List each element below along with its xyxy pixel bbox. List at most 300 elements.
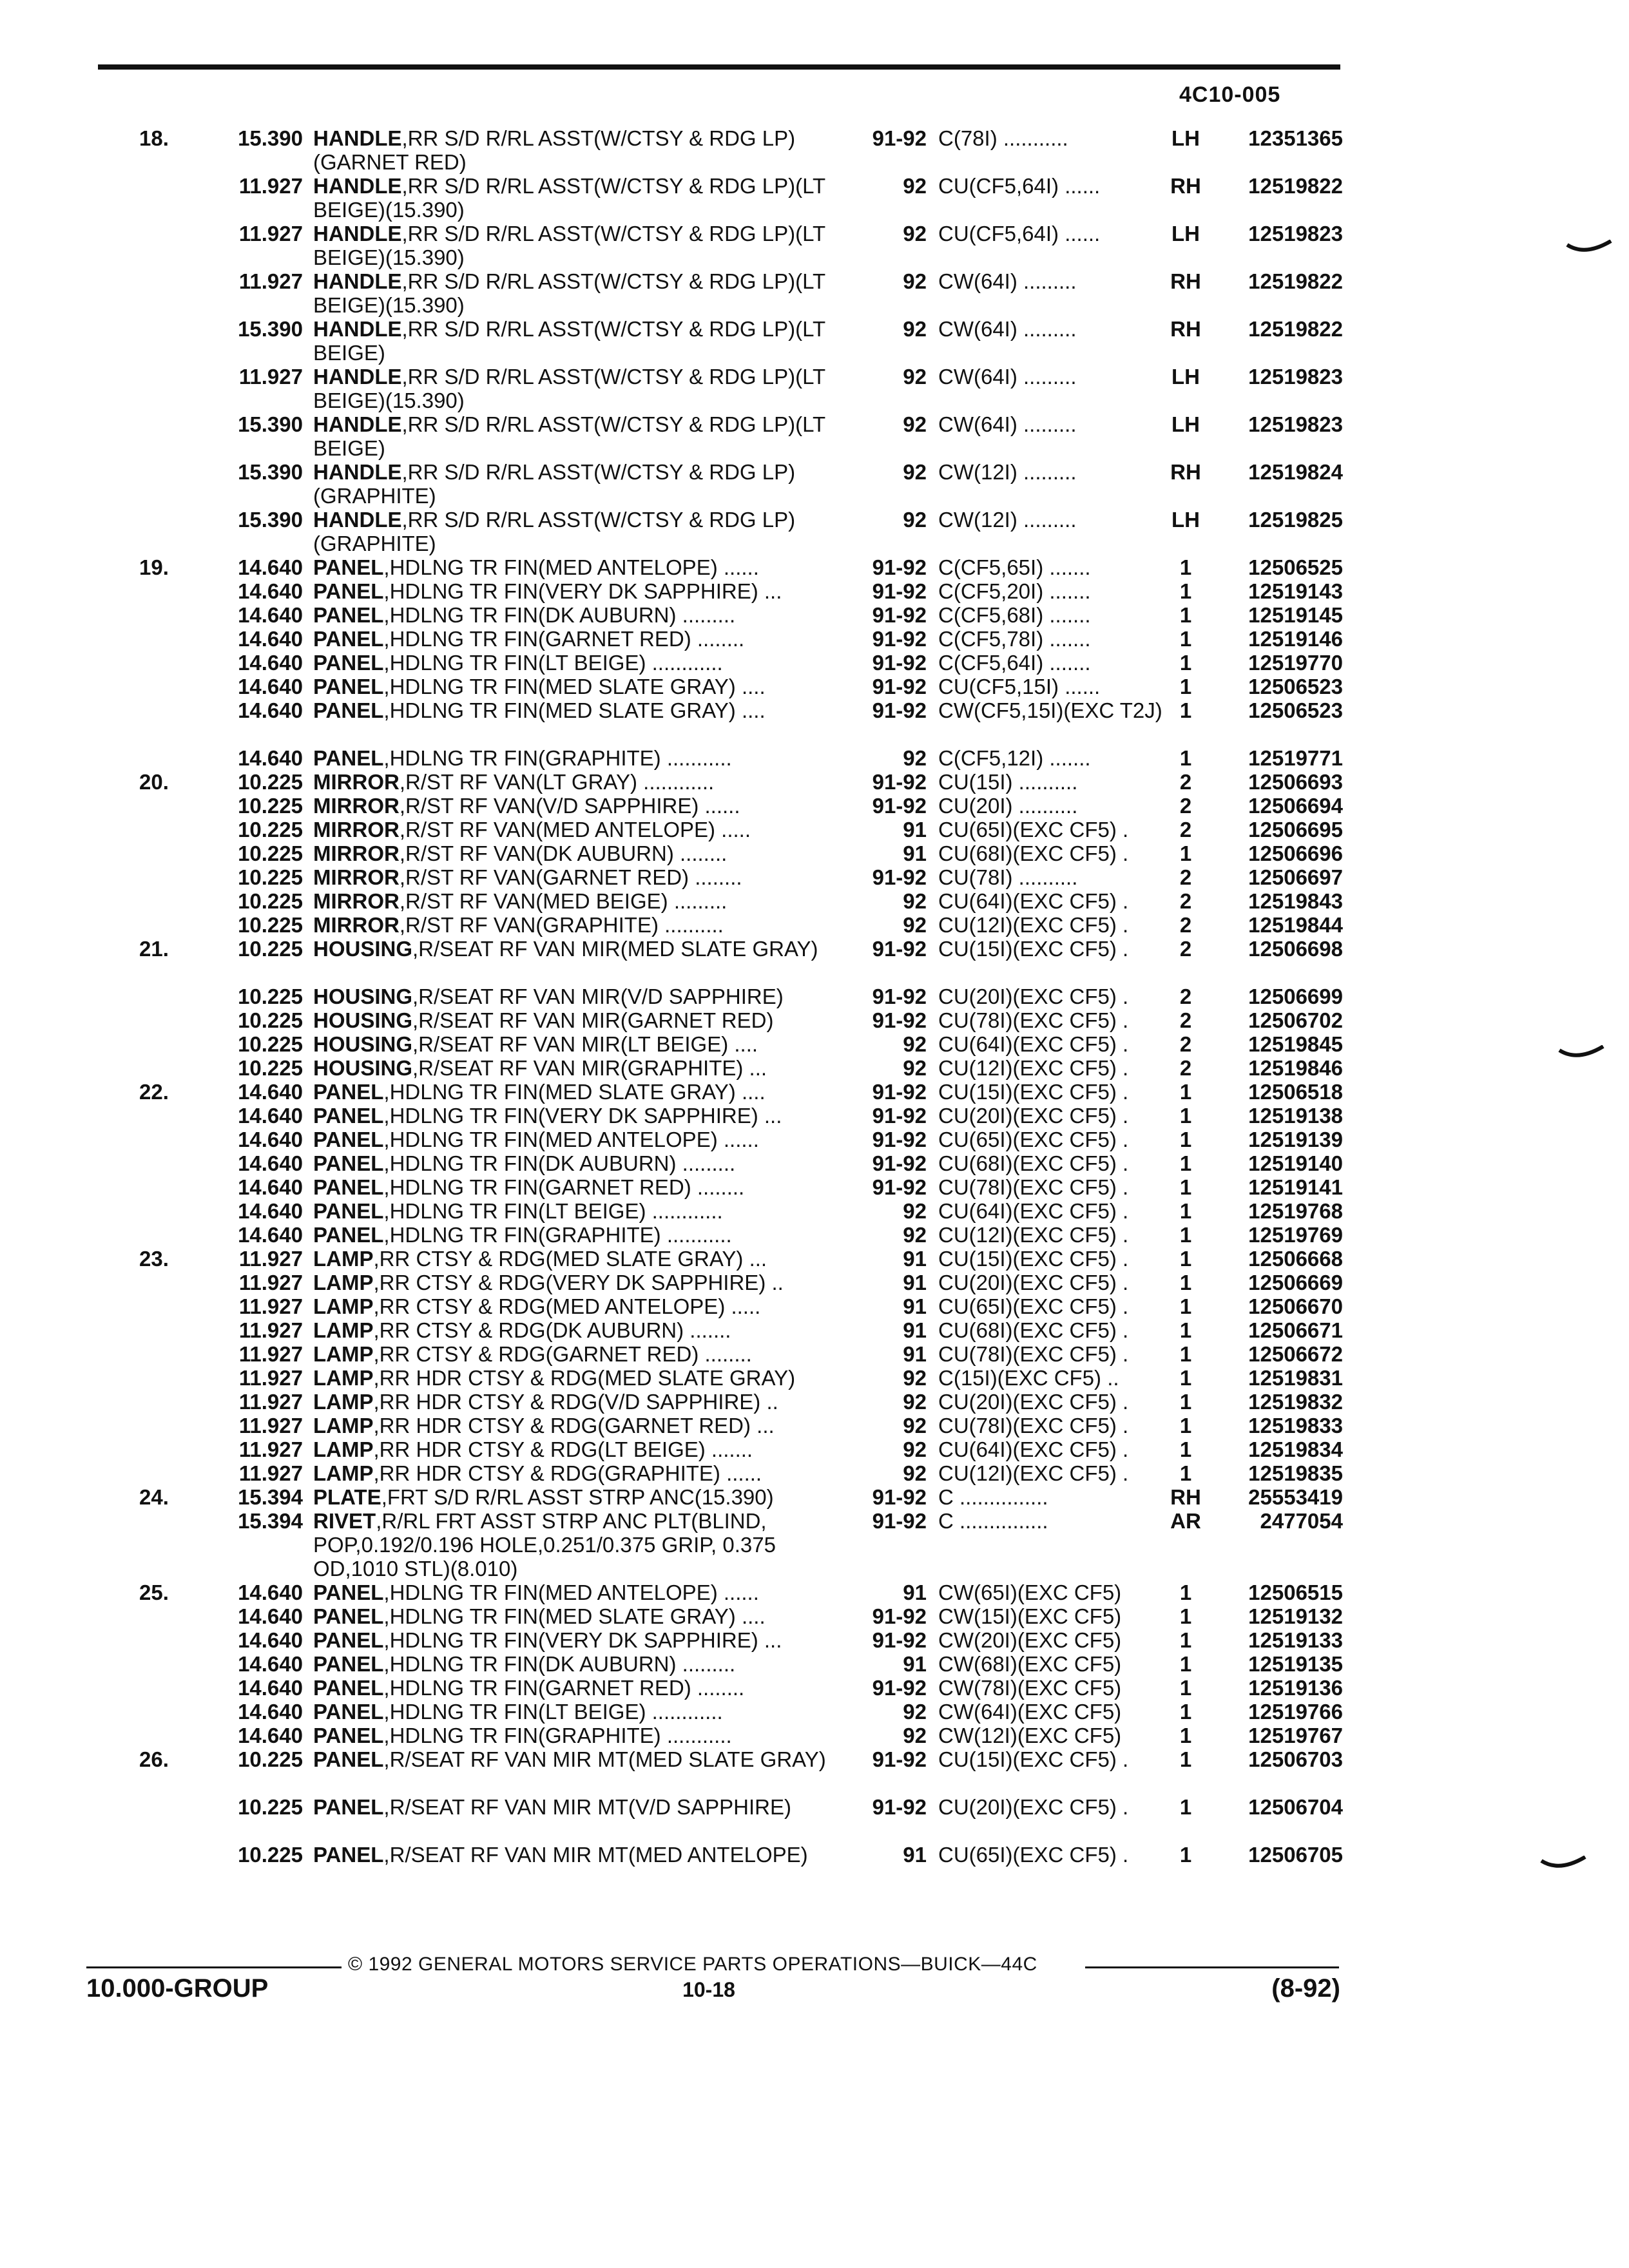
part-detail: ,RR CTSY & RDG(VERY DK SAPPHIRE) .. [373, 1271, 784, 1294]
part-name: PANEL [313, 1747, 384, 1771]
part-name: PANEL [313, 1581, 384, 1604]
model-years: 92 [903, 365, 927, 389]
part-name: LAMP [313, 1437, 374, 1461]
usage-code: CU(CF5,64I) ...... [938, 174, 1101, 198]
usage-code: CU(65I)(EXC CF5) . [938, 1294, 1129, 1318]
part-number: 12506670 [1248, 1294, 1343, 1318]
catalog-number: 14.640 [238, 1175, 303, 1199]
part-number: 12519132 [1248, 1604, 1343, 1628]
catalog-number: 15.394 [238, 1485, 303, 1509]
parts-row [0, 651, 1629, 675]
catalog-number: 15.390 [238, 317, 303, 341]
part-detail: ,R/ST RF VAN(MED ANTELOPE) ..... [399, 818, 751, 841]
usage-code: CW(64I) ......... [938, 317, 1077, 341]
catalog-number: 10.225 [238, 770, 303, 794]
part-number: 12506699 [1248, 985, 1343, 1008]
usage-code: CW(12I) ......... [938, 508, 1077, 532]
usage-code: CW(65I)(EXC CF5) [938, 1581, 1122, 1604]
part-name: LAMP [313, 1318, 374, 1342]
model-years: 92 [903, 412, 927, 436]
part-number: 12519845 [1248, 1032, 1343, 1056]
part-name: PANEL [313, 555, 384, 579]
catalog-number: 15.394 [238, 1509, 303, 1533]
parts-row [0, 1151, 1629, 1175]
parts-row [0, 1008, 1629, 1032]
part-name: PANEL [313, 1843, 384, 1867]
part-description [313, 1247, 842, 1271]
catalog-number: 14.640 [238, 1581, 303, 1604]
quantity: 2 [1179, 1008, 1192, 1032]
part-description [313, 651, 842, 675]
top-rule [98, 64, 1340, 70]
part-name: PANEL [313, 1604, 384, 1628]
quantity: LH [1171, 222, 1200, 245]
part-name: HANDLE [313, 412, 402, 436]
part-name: PANEL [313, 1128, 384, 1151]
model-years: 92 [903, 1414, 927, 1437]
quantity: RH [1170, 317, 1201, 341]
part-detail: ,RR CTSY & RDG(MED ANTELOPE) ..... [373, 1294, 761, 1318]
quantity: 1 [1179, 1414, 1192, 1437]
usage-code: CW(20I)(EXC CF5) [938, 1628, 1122, 1652]
catalog-number: 14.640 [238, 1724, 303, 1747]
usage-code: CU(20I)(EXC CF5) . [938, 1390, 1129, 1414]
usage-code: C(CF5,65I) ....... [938, 555, 1091, 579]
parts-row [0, 174, 1629, 222]
part-description [313, 1724, 842, 1747]
part-number: 12519823 [1248, 365, 1343, 389]
part-name: LAMP [313, 1294, 374, 1318]
part-description [313, 126, 842, 174]
model-years: 91-92 [872, 1509, 927, 1533]
part-description [313, 913, 842, 937]
item-number: 22. [139, 1080, 169, 1104]
parts-row [0, 1104, 1629, 1128]
parts-row [0, 1795, 1629, 1843]
model-years: 91-92 [872, 985, 927, 1008]
quantity: 1 [1179, 1175, 1192, 1199]
part-detail: ,HDLNG TR FIN(MED ANTELOPE) ...... [383, 1581, 759, 1604]
part-name: PANEL [313, 1199, 384, 1223]
part-detail: ,RR S/D R/RL ASST(W/CTSY & RDG LP)(LT BEIGE)(15.390) [313, 222, 825, 269]
quantity: 1 [1179, 579, 1192, 603]
part-number: 12506518 [1248, 1080, 1343, 1104]
part-name: PANEL [313, 698, 384, 722]
part-name: PANEL [313, 1223, 384, 1247]
part-detail: ,RR HDR CTSY & RDG(GRAPHITE) ...... [373, 1461, 762, 1485]
part-name: HANDLE [313, 269, 402, 293]
part-number: 12519834 [1248, 1437, 1343, 1461]
parts-row [0, 1700, 1629, 1724]
quantity: 1 [1179, 1271, 1192, 1294]
part-detail: ,RR S/D R/RL ASST(W/CTSY & RDG LP)(GARNET RED) [313, 126, 796, 174]
catalog-number: 14.640 [238, 1151, 303, 1175]
part-description [313, 746, 842, 770]
catalog-number: 14.640 [238, 579, 303, 603]
parts-row [0, 1509, 1629, 1581]
footer-rule [1085, 1966, 1339, 1968]
catalog-number: 14.640 [238, 1080, 303, 1104]
catalog-number: 11.927 [238, 1247, 303, 1271]
part-detail: ,HDLNG TR FIN(LT BEIGE) ............ [383, 651, 723, 675]
part-name: LAMP [313, 1271, 374, 1294]
part-name: PLATE [313, 1485, 381, 1509]
part-name: PANEL [313, 579, 384, 603]
catalog-number: 11.927 [238, 1342, 303, 1366]
part-name: PANEL [313, 603, 384, 627]
parts-row [0, 1271, 1629, 1294]
catalog-number: 15.390 [238, 126, 303, 150]
part-number: 12519769 [1248, 1223, 1343, 1247]
catalog-number: 10.225 [238, 1747, 303, 1771]
quantity: 1 [1179, 1747, 1192, 1771]
part-number: 12506697 [1248, 865, 1343, 889]
quantity: 1 [1179, 1795, 1192, 1819]
quantity: 1 [1179, 1366, 1192, 1390]
part-name: LAMP [313, 1342, 374, 1366]
usage-code: CU(64I)(EXC CF5) . [938, 889, 1129, 913]
catalog-number: 15.390 [238, 412, 303, 436]
model-years: 91-92 [872, 1151, 927, 1175]
part-description [313, 508, 842, 555]
part-detail: ,R/ST RF VAN(GRAPHITE) .......... [399, 913, 724, 937]
catalog-number: 11.927 [238, 1294, 303, 1318]
part-name: MIRROR [313, 818, 400, 841]
quantity: 1 [1179, 1628, 1192, 1652]
part-number: 12506698 [1248, 937, 1343, 961]
part-description [313, 174, 842, 222]
item-number: 26. [139, 1747, 169, 1771]
part-detail: ,HDLNG TR FIN(GRAPHITE) ........... [383, 1724, 732, 1747]
parts-row [0, 913, 1629, 937]
part-name: PANEL [313, 1104, 384, 1128]
model-years: 91-92 [872, 603, 927, 627]
part-name: PANEL [313, 1151, 384, 1175]
quantity: LH [1171, 126, 1200, 150]
part-detail: ,RR S/D R/RL ASST(W/CTSY & RDG LP)(LT BEIGE)(15.390) [313, 365, 825, 412]
catalog-number: 14.640 [238, 746, 303, 770]
model-years: 91-92 [872, 555, 927, 579]
part-number: 12519136 [1248, 1676, 1343, 1700]
catalog-number: 14.640 [238, 1700, 303, 1724]
part-detail: ,R/RL FRT ASST STRP ANC PLT(BLIND, POP,0.192/0.196 HOLE,0.251/0.375 GRIP, 0.375 OD,1010 STL)(8.010) [313, 1509, 776, 1581]
parts-row [0, 1223, 1629, 1247]
usage-code: CU(68I)(EXC CF5) . [938, 1151, 1129, 1175]
part-description [313, 1056, 842, 1080]
parts-row [0, 1843, 1629, 1890]
catalog-number: 10.225 [238, 937, 303, 961]
part-description [313, 1104, 842, 1128]
parts-row [0, 365, 1629, 412]
part-name: PANEL [313, 1676, 384, 1700]
catalog-number: 15.390 [238, 508, 303, 532]
part-number: 12351365 [1248, 126, 1343, 150]
parts-row [0, 1342, 1629, 1366]
usage-code: C(CF5,68I) ....... [938, 603, 1091, 627]
catalog-number: 11.927 [238, 1366, 303, 1390]
catalog-number: 10.225 [238, 889, 303, 913]
part-number: 12506671 [1248, 1318, 1343, 1342]
quantity: 2 [1179, 913, 1192, 937]
model-years: 92 [903, 460, 927, 484]
catalog-number: 10.225 [238, 985, 303, 1008]
quantity: 1 [1179, 603, 1192, 627]
part-detail: ,HDLNG TR FIN(GARNET RED) ........ [383, 627, 745, 651]
usage-code: C(78I) ........... [938, 126, 1068, 150]
part-number: 12519133 [1248, 1628, 1343, 1652]
model-years: 92 [903, 1461, 927, 1485]
part-number: 12519833 [1248, 1414, 1343, 1437]
catalog-number: 10.225 [238, 1056, 303, 1080]
part-detail: ,HDLNG TR FIN(VERY DK SAPPHIRE) ... [383, 1628, 782, 1652]
part-detail: ,HDLNG TR FIN(GARNET RED) ........ [383, 1676, 745, 1700]
model-years: 91 [903, 1843, 927, 1867]
quantity: 2 [1179, 1032, 1192, 1056]
parts-row [0, 889, 1629, 913]
page-number: 10-18 [682, 1978, 735, 2001]
part-name: HANDLE [313, 317, 402, 341]
part-name: LAMP [313, 1366, 374, 1390]
parts-row [0, 1032, 1629, 1056]
catalog-number: 10.225 [238, 1008, 303, 1032]
quantity: 1 [1179, 627, 1192, 651]
usage-code: CW(64I) ......... [938, 269, 1077, 293]
part-detail: ,HDLNG TR FIN(LT BEIGE) ............ [383, 1199, 723, 1223]
parts-list [0, 126, 1629, 1890]
quantity: 2 [1179, 865, 1192, 889]
catalog-number: 11.927 [238, 222, 303, 245]
usage-code: CU(12I)(EXC CF5) . [938, 1461, 1129, 1485]
part-description [313, 1485, 842, 1509]
usage-code: CU(78I)(EXC CF5) . [938, 1175, 1129, 1199]
part-number: 12506696 [1248, 841, 1343, 865]
quantity: 1 [1179, 1843, 1192, 1867]
parts-row [0, 317, 1629, 365]
part-number: 12506694 [1248, 794, 1343, 818]
parts-row [0, 698, 1629, 746]
item-number: 25. [139, 1581, 169, 1604]
part-description [313, 1271, 842, 1294]
model-years: 91-92 [872, 126, 927, 150]
part-number: 12519135 [1248, 1652, 1343, 1676]
parts-row [0, 627, 1629, 651]
part-number: 12506704 [1248, 1795, 1343, 1819]
quantity: 1 [1179, 1700, 1192, 1724]
part-name: MIRROR [313, 865, 400, 889]
part-detail: ,R/SEAT RF VAN MIR(MED SLATE GRAY) [412, 937, 818, 961]
part-name: LAMP [313, 1247, 374, 1271]
model-years: 92 [903, 1700, 927, 1724]
part-name: PANEL [313, 1080, 384, 1104]
part-number: 12519771 [1248, 746, 1343, 770]
parts-row [0, 1199, 1629, 1223]
usage-code: CU(78I)(EXC CF5) . [938, 1342, 1129, 1366]
part-detail: ,RR CTSY & RDG(DK AUBURN) ....... [373, 1318, 731, 1342]
parts-row [0, 579, 1629, 603]
catalog-number: 14.640 [238, 603, 303, 627]
part-description [313, 1366, 842, 1390]
parts-row [0, 1080, 1629, 1104]
part-description [313, 1581, 842, 1604]
part-number: 12519824 [1248, 460, 1343, 484]
parts-row [0, 603, 1629, 627]
part-description [313, 985, 842, 1008]
part-detail: ,HDLNG TR FIN(VERY DK SAPPHIRE) ... [383, 579, 782, 603]
model-years: 91-92 [872, 1080, 927, 1104]
quantity: 1 [1179, 651, 1192, 675]
quantity: RH [1170, 1485, 1201, 1509]
part-description [313, 770, 842, 794]
model-years: 91 [903, 1247, 927, 1271]
part-name: PANEL [313, 1652, 384, 1676]
part-number: 12519140 [1248, 1151, 1343, 1175]
parts-row [0, 1128, 1629, 1151]
model-years: 91-92 [872, 651, 927, 675]
usage-code: CU(20I) .......... [938, 794, 1078, 818]
quantity: 1 [1179, 1461, 1192, 1485]
quantity: LH [1171, 508, 1200, 532]
part-name: PANEL [313, 746, 384, 770]
usage-code: CU(15I)(EXC CF5) . [938, 1747, 1129, 1771]
model-years: 91-92 [872, 937, 927, 961]
part-description [313, 222, 842, 269]
catalog-number: 14.640 [238, 1199, 303, 1223]
part-description [313, 1294, 842, 1318]
part-name: HOUSING [313, 1056, 413, 1080]
part-number: 12519770 [1248, 651, 1343, 675]
page-code: 4C10-005 [1179, 82, 1281, 107]
model-years: 92 [903, 174, 927, 198]
catalog-number: 10.225 [238, 794, 303, 818]
catalog-number: 14.640 [238, 698, 303, 722]
part-description [313, 1008, 842, 1032]
quantity: 1 [1179, 1223, 1192, 1247]
part-description [313, 1151, 842, 1175]
part-number: 12506705 [1248, 1843, 1343, 1867]
usage-code: CU(64I)(EXC CF5) . [938, 1032, 1129, 1056]
catalog-number: 11.927 [238, 174, 303, 198]
part-number: 12519822 [1248, 269, 1343, 293]
part-number: 12506523 [1248, 698, 1343, 722]
part-description [313, 1128, 842, 1151]
part-name: PANEL [313, 1795, 384, 1819]
quantity: 1 [1179, 1199, 1192, 1223]
parts-row [0, 1414, 1629, 1437]
quantity: 2 [1179, 937, 1192, 961]
usage-code: CW(CF5,15I)(EXC T2J) [938, 698, 1162, 722]
part-number: 12506695 [1248, 818, 1343, 841]
catalog-number: 14.640 [238, 1128, 303, 1151]
usage-code: C ............... [938, 1509, 1048, 1533]
part-number: 12519832 [1248, 1390, 1343, 1414]
catalog-number: 10.225 [238, 913, 303, 937]
usage-code: C ............... [938, 1485, 1048, 1509]
part-detail: ,HDLNG TR FIN(MED SLATE GRAY) .... [383, 698, 766, 722]
item-number: 20. [139, 770, 169, 794]
quantity: 1 [1179, 1128, 1192, 1151]
part-name: HANDLE [313, 174, 402, 198]
part-detail: ,HDLNG TR FIN(GARNET RED) ........ [383, 1175, 745, 1199]
usage-code: CW(64I) ......... [938, 365, 1077, 389]
parts-row [0, 1581, 1629, 1604]
catalog-number: 14.640 [238, 1604, 303, 1628]
usage-code: CU(15I)(EXC CF5) . [938, 1080, 1129, 1104]
part-number: 12519823 [1248, 222, 1343, 245]
part-detail: ,R/SEAT RF VAN MIR(V/D SAPPHIRE) [412, 985, 784, 1008]
part-detail: ,RR S/D R/RL ASST(W/CTSY & RDG LP)(LT BEIGE)(15.390) [313, 269, 825, 317]
part-detail: ,RR HDR CTSY & RDG(LT BEIGE) ....... [373, 1437, 753, 1461]
model-years: 91-92 [872, 1104, 927, 1128]
part-detail: ,RR S/D R/RL ASST(W/CTSY & RDG LP)(LT BEIGE)(15.390) [313, 174, 825, 222]
model-years: 91-92 [872, 1628, 927, 1652]
quantity: 1 [1179, 841, 1192, 865]
part-number: 12519835 [1248, 1461, 1343, 1485]
parts-row [0, 508, 1629, 555]
catalog-number: 11.927 [238, 1318, 303, 1342]
catalog-number: 14.640 [238, 1628, 303, 1652]
check-mark-icon [1540, 1856, 1586, 1875]
quantity: 1 [1179, 1104, 1192, 1128]
model-years: 91-92 [872, 579, 927, 603]
part-description [313, 603, 842, 627]
quantity: 1 [1179, 1604, 1192, 1628]
part-name: HANDLE [313, 508, 402, 532]
catalog-number: 14.640 [238, 675, 303, 698]
part-number: 12506672 [1248, 1342, 1343, 1366]
catalog-number: 11.927 [238, 1461, 303, 1485]
usage-code: CW(15I)(EXC CF5) [938, 1604, 1122, 1628]
quantity: 1 [1179, 675, 1192, 698]
part-detail: ,R/SEAT RF VAN MIR(GRAPHITE) ... [412, 1056, 767, 1080]
catalog-number: 11.927 [238, 1414, 303, 1437]
model-years: 91-92 [872, 698, 927, 722]
part-number: 12519823 [1248, 412, 1343, 436]
model-years: 92 [903, 1032, 927, 1056]
part-description [313, 937, 842, 961]
parts-row [0, 1676, 1629, 1700]
usage-code: CW(78I)(EXC CF5) [938, 1676, 1122, 1700]
quantity: 2 [1179, 818, 1192, 841]
model-years: 91 [903, 818, 927, 841]
part-detail: ,HDLNG TR FIN(VERY DK SAPPHIRE) ... [383, 1104, 782, 1128]
part-number: 12506702 [1248, 1008, 1343, 1032]
model-years: 92 [903, 1056, 927, 1080]
model-years: 92 [903, 222, 927, 245]
part-description [313, 1747, 842, 1771]
model-years: 91-92 [872, 794, 927, 818]
parts-row [0, 794, 1629, 818]
part-number: 12506668 [1248, 1247, 1343, 1271]
model-years: 91 [903, 1342, 927, 1366]
part-name: HANDLE [313, 365, 402, 389]
quantity: 1 [1179, 1247, 1192, 1271]
quantity: AR [1170, 1509, 1201, 1533]
parts-row [0, 1366, 1629, 1390]
model-years: 91 [903, 1318, 927, 1342]
part-description [313, 460, 842, 508]
model-years: 91-92 [872, 1747, 927, 1771]
part-number: 12519768 [1248, 1199, 1343, 1223]
parts-row [0, 841, 1629, 865]
parts-row [0, 1604, 1629, 1628]
part-detail: ,HDLNG TR FIN(GRAPHITE) ........... [383, 1223, 732, 1247]
part-description [313, 841, 842, 865]
catalog-number: 11.927 [238, 1271, 303, 1294]
part-number: 12506523 [1248, 675, 1343, 698]
quantity: 2 [1179, 889, 1192, 913]
part-name: LAMP [313, 1461, 374, 1485]
part-detail: ,RR CTSY & RDG(MED SLATE GRAY) ... [373, 1247, 767, 1271]
